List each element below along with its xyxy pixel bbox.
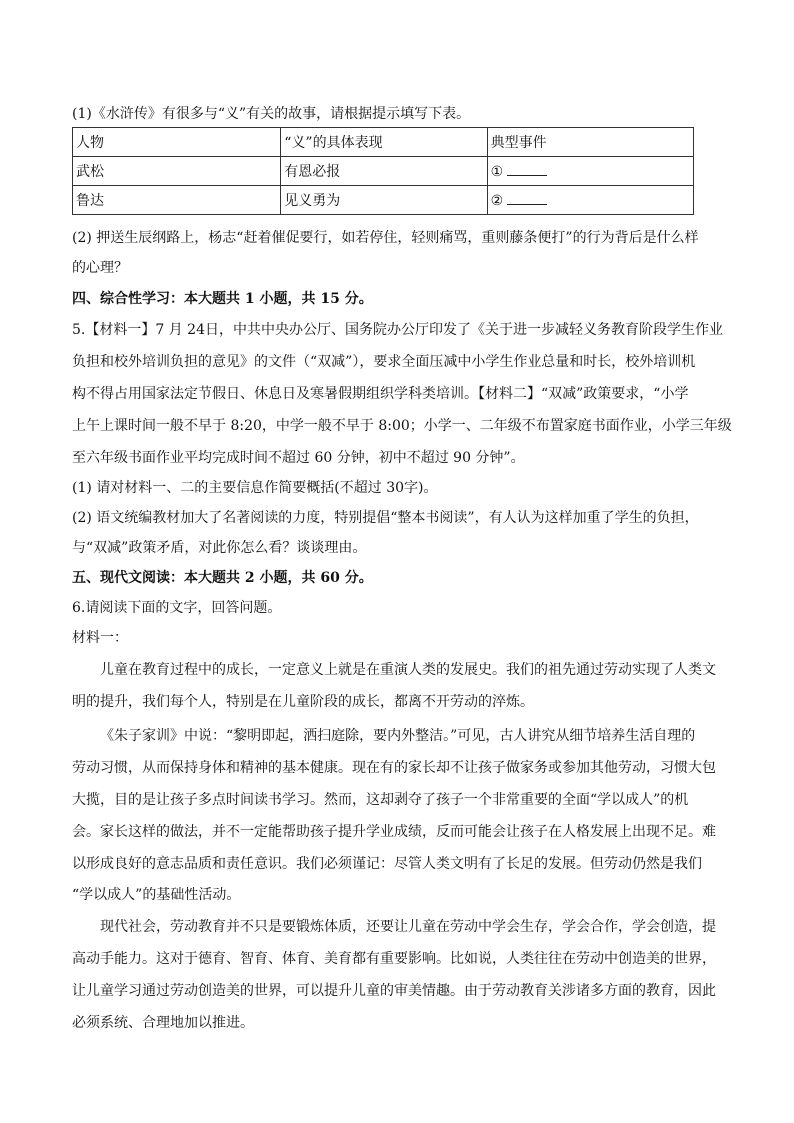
- table-header-cell: 人物: [73, 128, 281, 157]
- para3-line: 让儿童学习通过劳动创造美的世界，可以提升儿童的审美情趣。由于劳动教育关涉诸多方面的教育，因此: [72, 983, 716, 999]
- q5-sub2-line: 与“双减”政策矛盾，对此你怎么看？谈谈理由。: [72, 540, 367, 556]
- para2-line: 以形成良好的意志品质和责任意识。我们必须谨记：尽管人类文明有了长足的发展。但劳动仍然是我们: [72, 856, 702, 872]
- table-header-cell: 典型事件: [487, 128, 693, 157]
- para2-line: 《朱子家训》中说：“黎明即起，洒扫庭除，要内外整洁。”可见，古人讲究从细节培养生活自理的: [100, 728, 696, 744]
- para3-line: 必须系统、合理地加以推进。: [72, 1015, 254, 1031]
- table-cell-person: 武松: [73, 157, 281, 186]
- q6-prompt: 6.请阅读下面的文字，回答问题。: [72, 600, 282, 616]
- para2-line: “学以成人”的基础性活动。: [72, 887, 241, 903]
- para2-line: 劳动习惯，从而保持身体和精神的基本健康。现在有的家长却不让孩子做家务或参加其他劳动，习惯大包: [72, 760, 716, 776]
- q2-line: (2) 押送生辰纲路上，杨志“赶着催促要行，如若停住，轻则痛骂，重则藤条便打”的行为背后是什么样: [72, 230, 699, 246]
- section-heading-4: 四、综合性学习：本大题共 1 小题，共 15 分。: [72, 291, 373, 307]
- answer-blank[interactable]: [507, 192, 547, 205]
- table-cell-person: 鲁达: [73, 186, 281, 215]
- q5-line: 负担和校外培训负担的意见》的文件（“双减”），要求全面压减中小学生作业总量和时长，校外培训机: [72, 354, 696, 370]
- material-label: 材料一：: [72, 630, 128, 646]
- para2-line: 大揽，目的是让孩子多点时间读书学习。然而，这却剥夺了孩子一个非常重要的全面“学以成人”的机: [72, 792, 689, 808]
- event-number: ①: [490, 163, 504, 180]
- para2-line: 会。家长这样的做法，并不一定能帮助孩子提升学业成绩，反而可能会让孩子在人格发展上出现不足。难: [72, 824, 716, 840]
- table-row: [73, 186, 694, 215]
- q5-line: 至六年级书面作业平均完成时间不超过 60 分钟，初中不超过 90 分钟”。: [72, 450, 525, 466]
- para1-line: 明的提升，我们每个人，特别是在儿童阶段的成长，都离不开劳动的淬炼。: [72, 694, 534, 710]
- para3-line: 现代社会，劳动教育并不只是要锻炼体质，还要让儿童在劳动中学会生存，学会合作，学会创造，提: [100, 919, 716, 935]
- q1-prompt: (1)《水浒传》有很多与“义”有关的故事，请根据提示填写下表。: [72, 106, 471, 122]
- q5-line: 构不得占用国家法定节假日、休息日及寒暑假期组织学科类培训。【材料二】“双减”政策要求，“小学: [72, 386, 689, 402]
- table-cell-event[interactable]: [487, 186, 693, 215]
- table-cell-act: 有恩必报: [281, 157, 487, 186]
- q5-sub2-line: (2) 语文统编教材加大了名著阅读的力度，特别提倡“整本书阅读”，有人认为这样加重了学生的负担，: [72, 510, 699, 526]
- section-heading-5: 五、现代文阅读：本大题共 2 小题，共 60 分。: [72, 570, 373, 586]
- para1-line: 儿童在教育过程中的成长，一定意义上就是在重演人类的发展史。我们的祖先通过劳动实现了人类文: [100, 662, 716, 678]
- table-cell-act: 见义勇为: [281, 186, 487, 215]
- q5-line: 5.【材料一】7 月 24日，中共中央办公厅、国务院办公厅印发了《关于进一步减轻义务教育阶段学生作业: [72, 322, 723, 338]
- para3-line: 高动手能力。这对于德育、智育、体育、美育都有重要影响。比如说，人类往往在劳动中创造美的世界，: [72, 951, 716, 967]
- table-cell-event[interactable]: [487, 157, 693, 186]
- table-header-cell: “义”的具体表现: [281, 128, 487, 157]
- q2-line: 的心理？: [72, 260, 128, 276]
- q5-sub1: (1) 请对材料一、二的主要信息作简要概括(不超过 30字)。: [72, 480, 438, 496]
- table-row: [73, 157, 694, 186]
- q5-line: 上午上课时间一般不早于 8:20，中学一般不早于 8:00；小学一、二年级不布置家庭书面作业，小学三年级: [72, 418, 732, 434]
- answer-blank[interactable]: [507, 163, 547, 176]
- event-number: ②: [490, 192, 504, 209]
- yi-table: [72, 127, 694, 215]
- table-header-row: [73, 128, 694, 157]
